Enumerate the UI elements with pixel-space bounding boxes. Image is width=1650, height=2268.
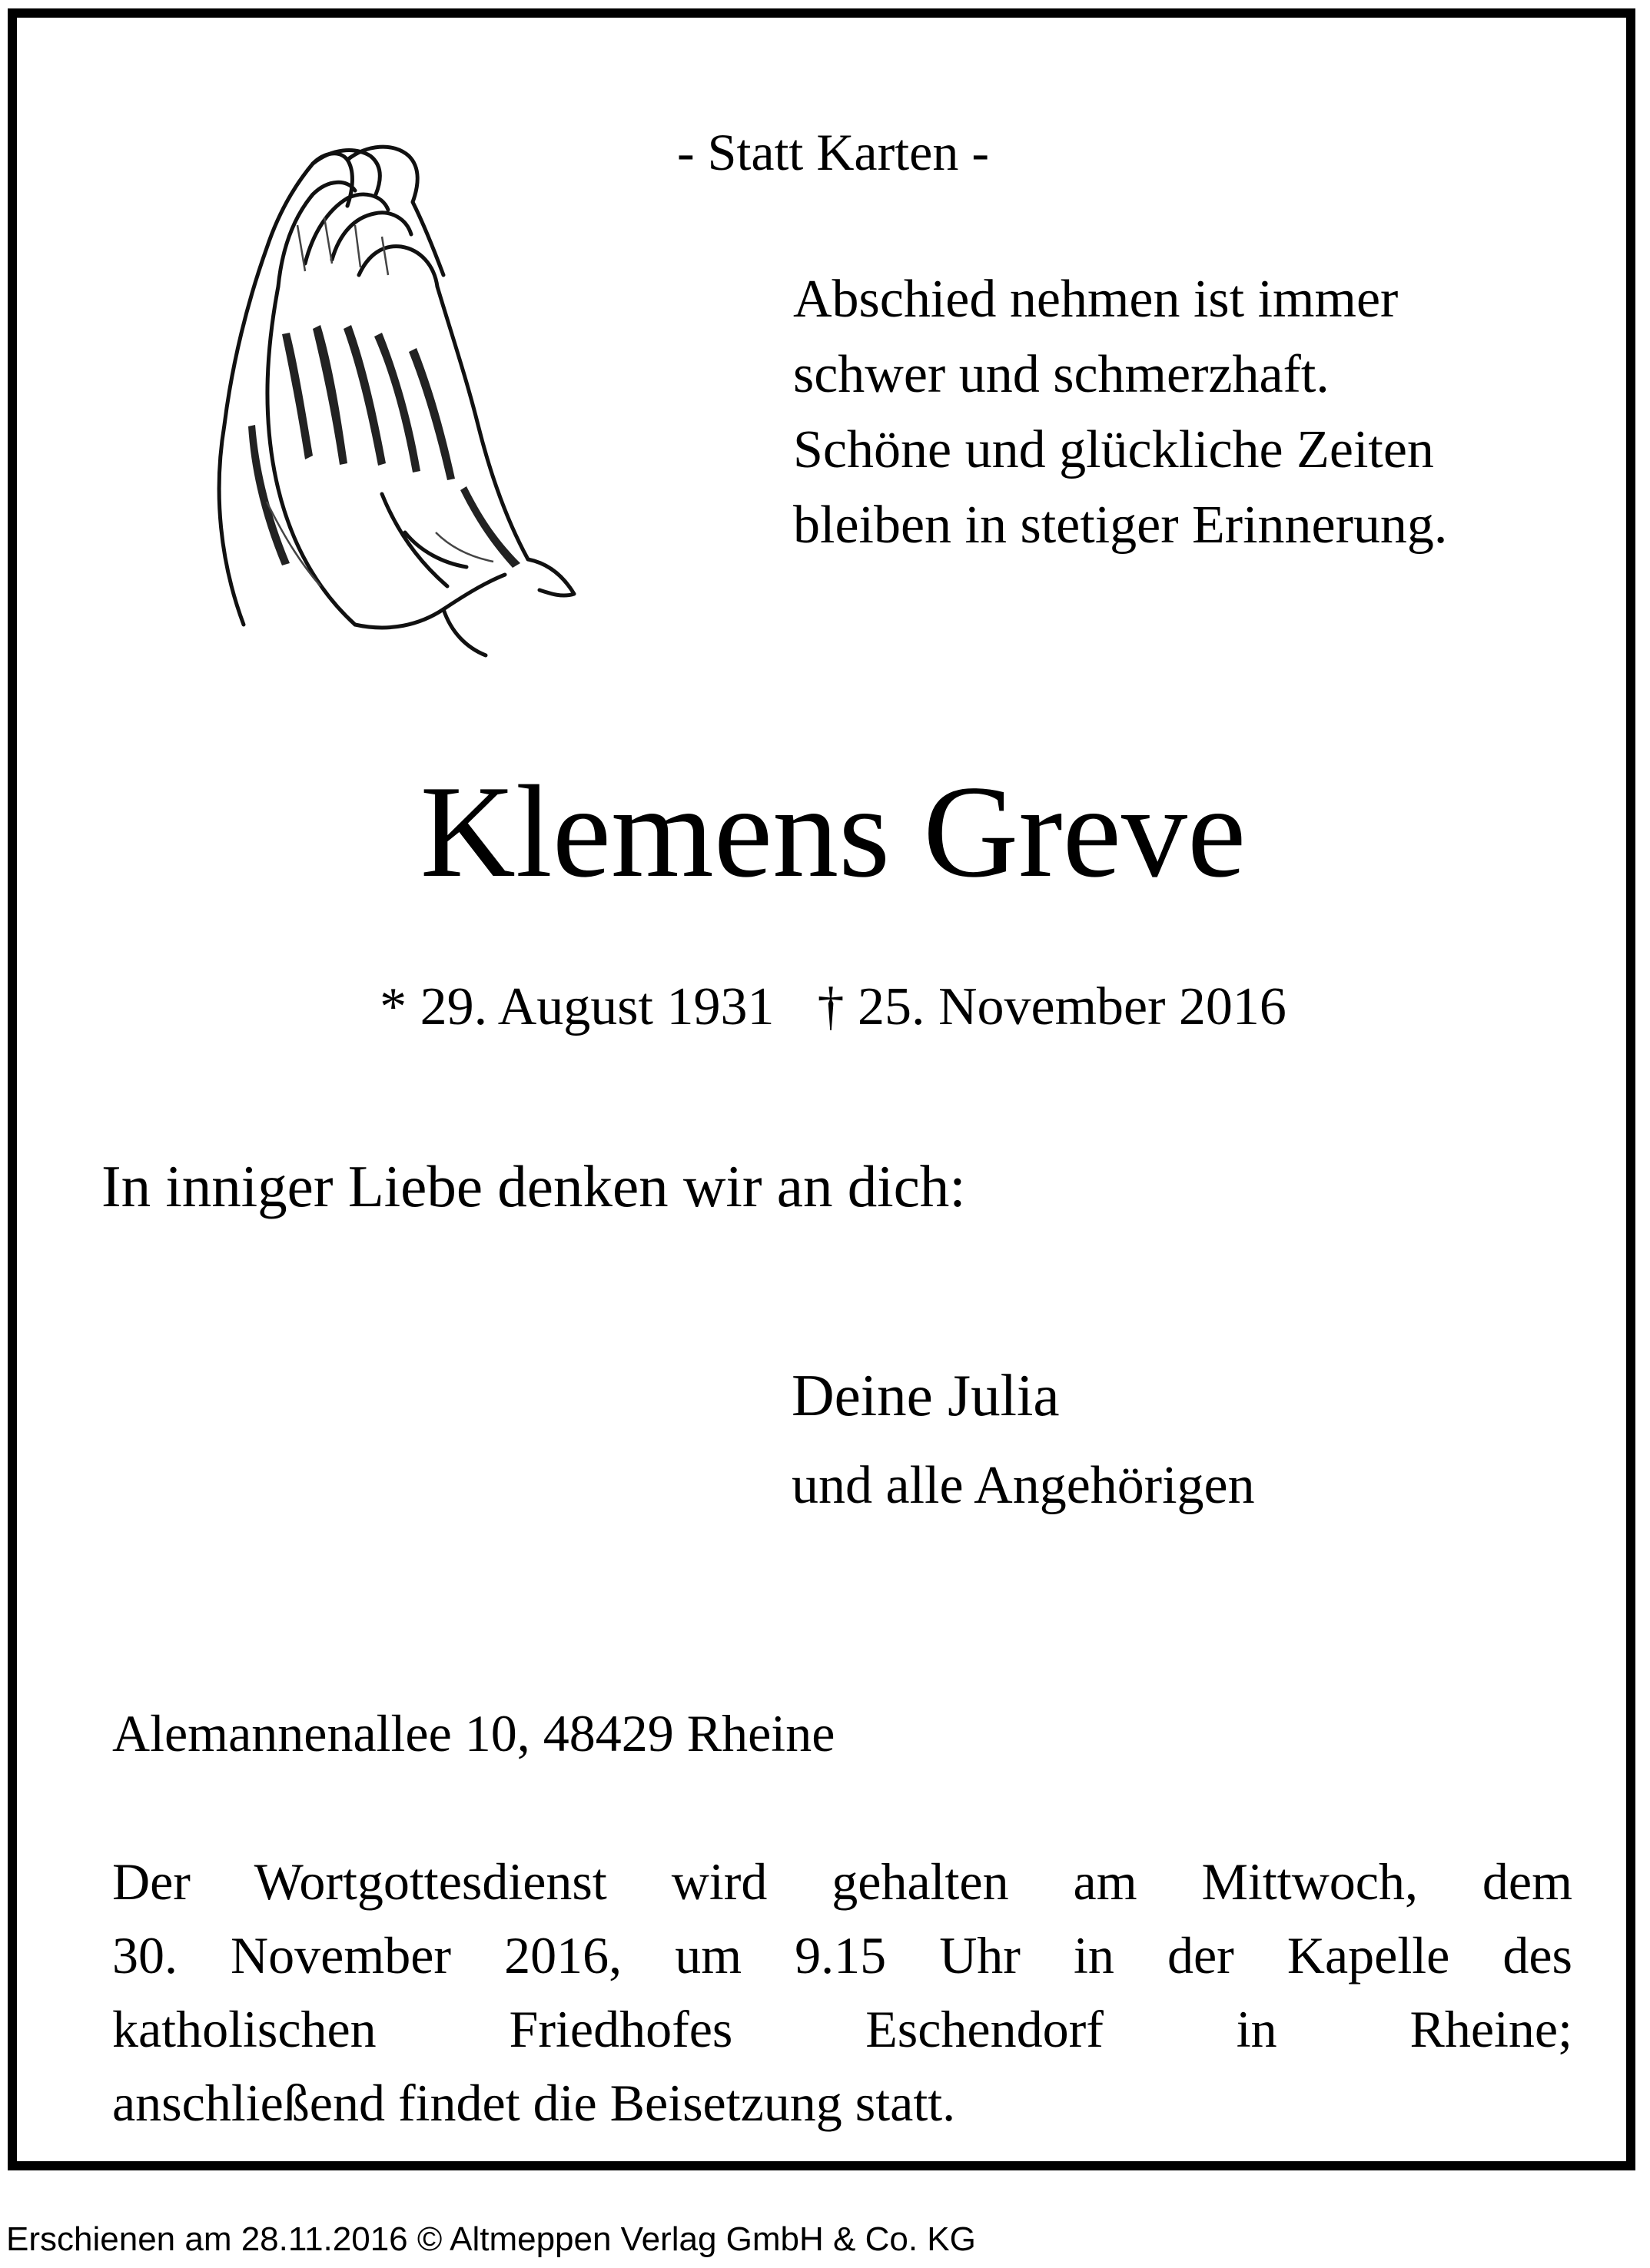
death-date: † 25. November 2016	[817, 977, 1286, 1036]
praying-hands-icon	[190, 133, 582, 663]
statt-karten-header: - Statt Karten -	[677, 123, 989, 181]
publication-footer: Erschienen am 28.11.2016 © Altmeppen Verlag GmbH & Co. KG	[6, 2220, 976, 2258]
service-line: katholischen Friedhofes Eschendorf in Rheine;	[112, 2000, 1572, 2058]
quote-line: bleiben in stetiger Erinnerung.	[793, 496, 1448, 555]
signature-sub: und alle Angehörigen	[792, 1456, 1255, 1515]
quote-line: schwer und schmerzhaft.	[793, 345, 1330, 404]
deceased-name: Klemens Greve	[420, 759, 1247, 905]
service-paragraph	[112, 1845, 1572, 2140]
quote-line: Schöne und glückliche Zeiten	[793, 420, 1434, 479]
remembrance-line: In inniger Liebe denken wir an dich:	[101, 1153, 966, 1219]
birth-date: * 29. August 1931	[380, 977, 775, 1036]
service-line: 30. November 2016, um 9.15 Uhr in der Kapelle des	[112, 1926, 1572, 1984]
service-line: Der Wortgottesdienst wird gehalten am Mittwoch, dem	[112, 1852, 1572, 1911]
quote-block	[793, 262, 1447, 563]
obituary-frame	[8, 8, 1635, 2170]
signature-main: Deine Julia	[792, 1362, 1060, 1428]
address: Alemannenallee 10, 48429 Rheine	[112, 1704, 835, 1762]
quote-line: Abschied nehmen ist immer	[793, 270, 1399, 329]
service-line: anschließend findet die Beisetzung statt.	[112, 2074, 956, 2132]
life-dates	[17, 974, 1649, 1040]
